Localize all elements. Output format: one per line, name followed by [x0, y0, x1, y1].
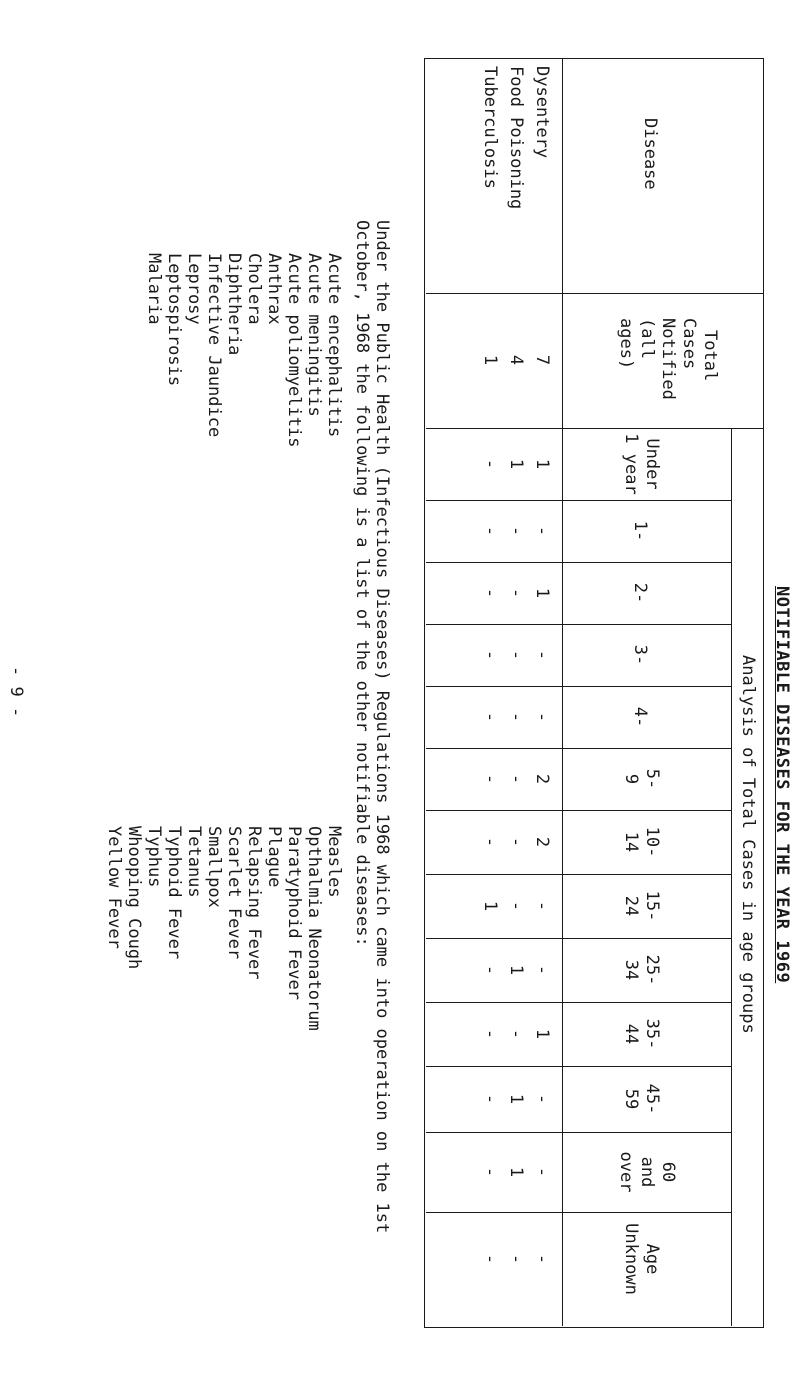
- age-group-header: and: [637, 1156, 657, 1188]
- notifiable-disease-item: Anthrax: [264, 253, 284, 325]
- age-group-header: over: [616, 1151, 636, 1193]
- age-group-value: -: [480, 1253, 500, 1265]
- total-cases-value: 1: [480, 354, 500, 366]
- analysis-heading: Analysis of Total Cases in age groups: [738, 655, 758, 1034]
- age-group-value: 1: [532, 458, 552, 470]
- disease-column-header: Disease: [640, 118, 660, 190]
- age-group-header: 4-: [630, 706, 650, 728]
- age-group-value: -: [506, 1028, 526, 1040]
- col-sep: [426, 686, 732, 687]
- age-group-value: -: [506, 649, 526, 661]
- age-group-value: -: [532, 711, 552, 723]
- disease-name: Food Poisoning: [506, 66, 526, 210]
- age-group-header: 15-: [642, 890, 662, 922]
- col-sep: [426, 1212, 732, 1213]
- disease-name: Tuberculosis: [480, 66, 500, 189]
- age-group-value: 1: [506, 1093, 526, 1105]
- age-group-value: -: [480, 458, 500, 470]
- age-group-value: -: [480, 1093, 500, 1105]
- age-group-header: 45-: [642, 1083, 662, 1115]
- age-group-value: 1: [506, 458, 526, 470]
- intro-line-1: Under the Public Health (Infectious Diseases) Regulations 1968 which came into operation on the 1st: [372, 220, 392, 1234]
- header-divider: [562, 58, 563, 1326]
- notifiable-disease-item: Diphtheria: [224, 253, 244, 356]
- col-sep: [426, 1132, 732, 1133]
- col-sep: [426, 748, 732, 749]
- age-group-header: 9: [621, 773, 641, 785]
- col-sep: [426, 562, 732, 563]
- age-group-header: 1-: [630, 520, 650, 542]
- disease-name: Dysentery: [532, 66, 552, 159]
- page-title: NOTIFIABLE DISEASES FOR THE YEAR 1969: [772, 586, 792, 984]
- notifiable-disease-item: Infective Jaundice: [204, 253, 224, 438]
- age-group-header: 59: [621, 1088, 641, 1110]
- age-group-value: -: [532, 1166, 552, 1178]
- col-sep: [426, 1002, 732, 1003]
- page-number: - 9 -: [6, 666, 26, 718]
- age-group-value: -: [480, 964, 500, 976]
- age-group-header: 2-: [630, 582, 650, 604]
- notifiable-disease-item: Leprosy: [184, 253, 204, 325]
- age-group-value: -: [506, 836, 526, 848]
- notifiable-disease-item: Acute meningitis: [304, 253, 324, 417]
- age-group-value: -: [506, 711, 526, 723]
- col-sep: [426, 874, 732, 875]
- age-group-value: -: [480, 649, 500, 661]
- col-sep: [426, 428, 764, 429]
- notifiable-disease-item: Yellow Fever: [104, 826, 124, 949]
- notifiable-disease-item: Malaria: [144, 253, 164, 325]
- notifiable-disease-item: Typhoid Fever: [164, 826, 184, 960]
- intro-line-2: October, 1968 the following is a list of the other notifiable diseases:: [352, 220, 372, 947]
- age-group-header: 14: [621, 831, 641, 853]
- total-cases-header: Notified: [658, 318, 678, 400]
- age-group-value: -: [480, 1166, 500, 1178]
- age-group-header: 34: [621, 959, 641, 981]
- notifiable-disease-item: Leptospirosis: [164, 253, 184, 387]
- age-group-value: -: [480, 773, 500, 785]
- age-group-value: -: [480, 525, 500, 537]
- total-cases-header: Cases: [679, 318, 699, 370]
- notifiable-disease-item: Acute poliomyelitis: [284, 253, 304, 448]
- notifiable-disease-item: Opthalmia Neonatorum: [304, 826, 324, 1031]
- age-group-header: 24: [621, 895, 641, 917]
- notifiable-disease-item: Paratyphoid Fever: [284, 826, 304, 1000]
- notifiable-disease-item: Cholera: [244, 253, 264, 325]
- age-group-value: -: [506, 525, 526, 537]
- age-group-header: 25-: [642, 954, 662, 986]
- age-group-value: -: [532, 649, 552, 661]
- notifiable-disease-item: Scarlet Fever: [224, 826, 244, 960]
- notifiable-disease-item: Relapsing Fever: [244, 826, 264, 980]
- notifiable-disease-item: Typhus: [144, 826, 164, 888]
- notifiable-diseases-table: [424, 58, 764, 1328]
- col-sep: [426, 810, 732, 811]
- age-group-header: 35-: [642, 1018, 662, 1050]
- age-group-value: 1: [480, 900, 500, 912]
- age-group-header: 1 year: [621, 433, 641, 495]
- age-group-value: -: [532, 525, 552, 537]
- col-sep: [426, 624, 732, 625]
- age-group-value: -: [532, 964, 552, 976]
- age-group-value: 2: [532, 773, 552, 785]
- age-group-header: Age: [642, 1243, 662, 1275]
- age-group-header: 5-: [642, 768, 662, 790]
- age-group-header: 44: [621, 1023, 641, 1045]
- age-group-value: -: [480, 711, 500, 723]
- total-cases-header: (all: [637, 318, 657, 359]
- col-sep: [426, 500, 732, 501]
- age-group-value: 1: [532, 587, 552, 599]
- age-group-value: 1: [506, 964, 526, 976]
- age-group-value: -: [506, 1253, 526, 1265]
- age-group-value: -: [532, 1093, 552, 1105]
- total-cases-header: ages): [616, 318, 636, 370]
- age-group-value: 1: [532, 1028, 552, 1040]
- total-cases-value: 7: [532, 354, 552, 366]
- col-sep: [426, 938, 732, 939]
- notifiable-disease-item: Smallpox: [204, 826, 224, 908]
- total-cases-header: Total: [700, 330, 720, 382]
- age-group-value: -: [480, 1028, 500, 1040]
- col-sep: [426, 1066, 732, 1067]
- notifiable-disease-item: Acute encephalitis: [324, 253, 344, 438]
- total-cases-value: 4: [506, 354, 526, 366]
- age-group-header: Under: [642, 438, 662, 490]
- age-group-header: 3-: [630, 644, 650, 666]
- age-group-value: -: [532, 1253, 552, 1265]
- age-group-value: 2: [532, 836, 552, 848]
- notifiable-disease-item: Tetanus: [184, 826, 204, 898]
- notifiable-disease-item: Measles: [324, 826, 344, 898]
- notifiable-disease-item: Plague: [264, 826, 284, 888]
- age-group-header: 10-: [642, 826, 662, 858]
- age-group-value: -: [506, 773, 526, 785]
- notifiable-disease-item: Whooping Cough: [124, 826, 144, 970]
- age-group-value: -: [480, 836, 500, 848]
- age-group-value: -: [506, 587, 526, 599]
- col-sep: [426, 293, 764, 294]
- age-group-value: -: [532, 900, 552, 912]
- age-group-value: 1: [506, 1166, 526, 1178]
- age-group-header: Unknown: [621, 1223, 641, 1295]
- age-group-header: 60: [658, 1161, 678, 1183]
- age-group-value: -: [506, 900, 526, 912]
- age-group-value: -: [480, 587, 500, 599]
